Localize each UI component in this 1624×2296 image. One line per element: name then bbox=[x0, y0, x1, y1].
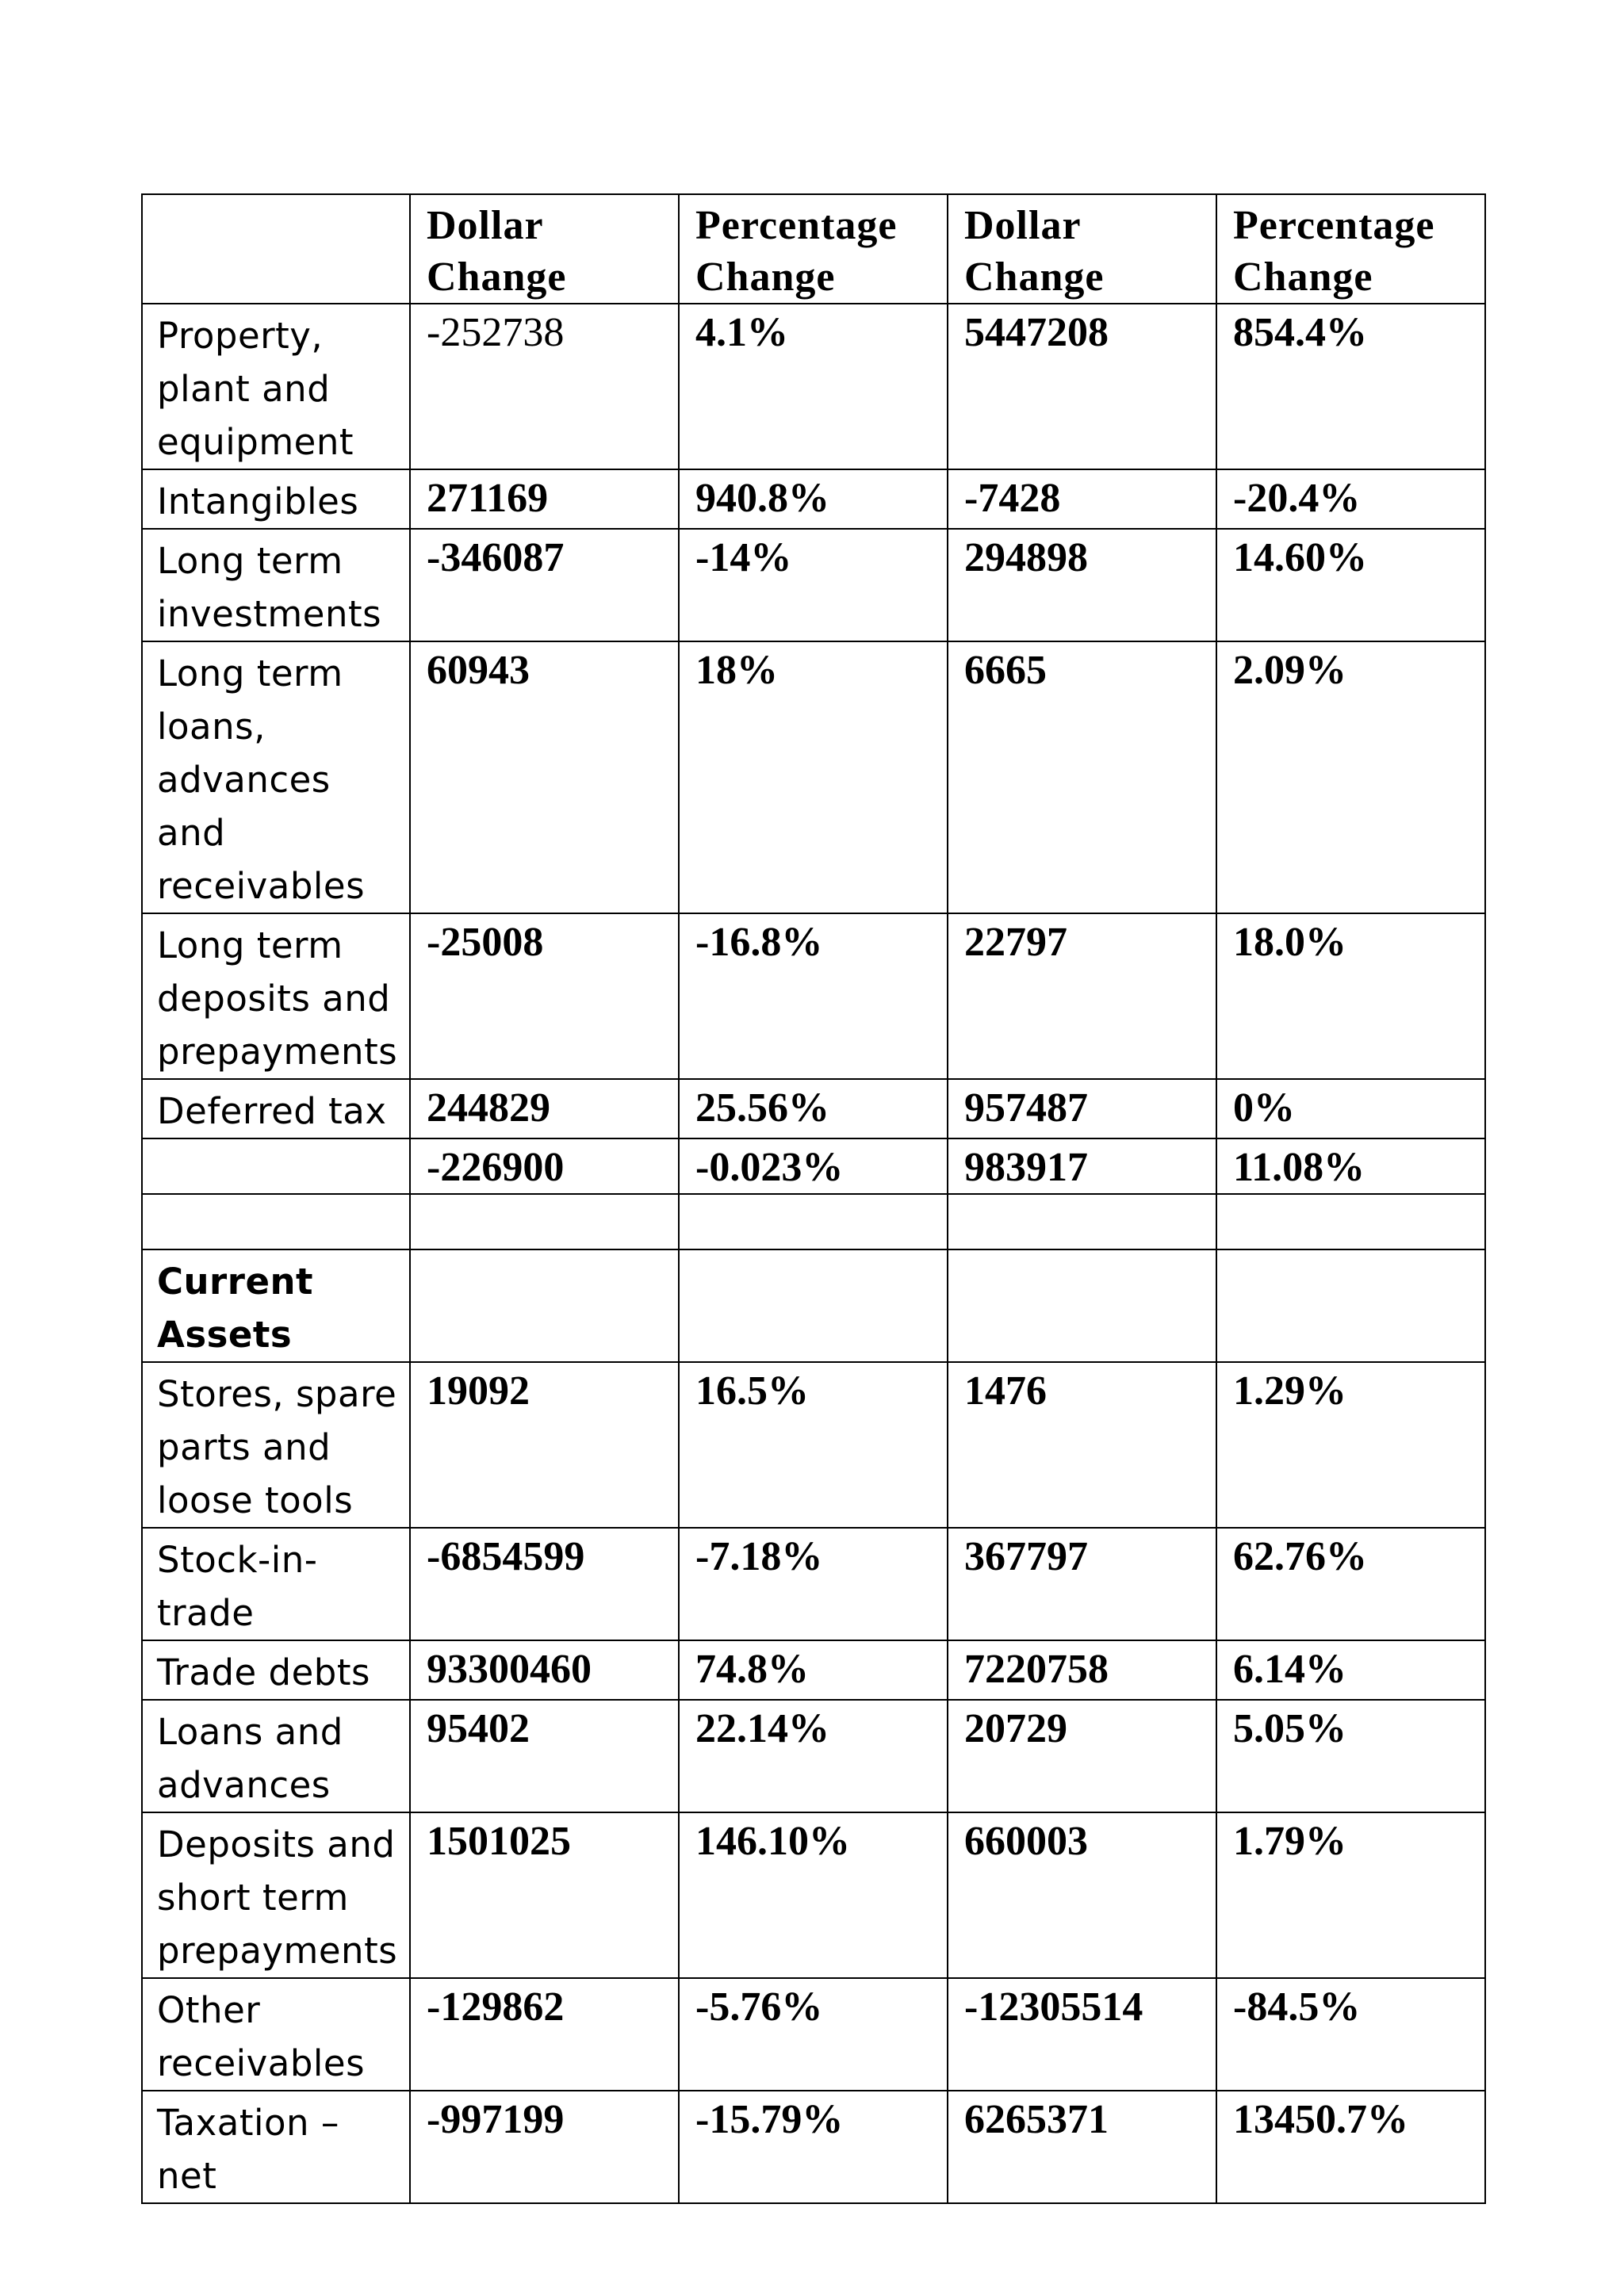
dollar-change-cell: 367797 bbox=[948, 1528, 1216, 1640]
percentage-change-cell: 2.09% bbox=[1216, 641, 1485, 913]
section-heading-row bbox=[142, 1249, 1485, 1362]
dollar-change-cell: 60943 bbox=[410, 641, 679, 913]
dollar-change-cell bbox=[410, 1249, 679, 1362]
row-label: Loans and advances bbox=[142, 1700, 410, 1812]
dollar-change-cell: -129862 bbox=[410, 1978, 679, 2091]
row-label: Deposits and short term prepayments bbox=[142, 1812, 410, 1978]
row-label bbox=[142, 1138, 410, 1194]
row-label: Stock-in-trade bbox=[142, 1528, 410, 1640]
table-row bbox=[142, 1812, 1485, 1978]
subtotal-row bbox=[142, 1138, 1485, 1194]
table-row bbox=[142, 469, 1485, 529]
percentage-change-cell: 18% bbox=[679, 641, 948, 913]
percentage-change-cell: 13450.7% bbox=[1216, 2091, 1485, 2203]
percentage-change-cell: 14.60% bbox=[1216, 529, 1485, 641]
table-row bbox=[142, 304, 1485, 469]
header-dollar-change-2: Dollar Change bbox=[948, 194, 1216, 304]
dollar-change-cell: -346087 bbox=[410, 529, 679, 641]
percentage-change-cell: -16.8% bbox=[679, 913, 948, 1079]
percentage-change-cell bbox=[1216, 1194, 1485, 1249]
dollar-change-cell: 6265371 bbox=[948, 2091, 1216, 2203]
percentage-change-cell: -0.023% bbox=[679, 1138, 948, 1194]
dollar-change-cell: 22797 bbox=[948, 913, 1216, 1079]
header-percentage-change-2: Percentage Change bbox=[1216, 194, 1485, 304]
dollar-change-cell bbox=[410, 1194, 679, 1249]
dollar-change-cell: 271169 bbox=[410, 469, 679, 529]
percentage-change-cell bbox=[679, 1194, 948, 1249]
dollar-change-cell: 6665 bbox=[948, 641, 1216, 913]
percentage-change-cell: 0% bbox=[1216, 1079, 1485, 1138]
dollar-change-cell: 95402 bbox=[410, 1700, 679, 1812]
percentage-change-cell: -5.76% bbox=[679, 1978, 948, 2091]
dollar-change-cell: 660003 bbox=[948, 1812, 1216, 1978]
row-label: Property, plant and equipment bbox=[142, 304, 410, 469]
row-label: Deferred tax bbox=[142, 1079, 410, 1138]
percentage-change-cell: -14% bbox=[679, 529, 948, 641]
table-row bbox=[142, 2091, 1485, 2203]
percentage-change-cell: 74.8% bbox=[679, 1640, 948, 1700]
dollar-change-cell: -252738 bbox=[410, 304, 679, 469]
dollar-change-cell: 5447208 bbox=[948, 304, 1216, 469]
dollar-change-cell: -12305514 bbox=[948, 1978, 1216, 2091]
percentage-change-cell: 22.14% bbox=[679, 1700, 948, 1812]
percentage-change-cell: 940.8% bbox=[679, 469, 948, 529]
dollar-change-cell: 7220758 bbox=[948, 1640, 1216, 1700]
row-label bbox=[142, 1194, 410, 1249]
table-row bbox=[142, 641, 1485, 913]
row-label: Long term deposits and prepayments bbox=[142, 913, 410, 1079]
percentage-change-cell: -7.18% bbox=[679, 1528, 948, 1640]
percentage-change-cell: 16.5% bbox=[679, 1362, 948, 1528]
row-label: Taxation – net bbox=[142, 2091, 410, 2203]
percentage-change-cell: 1.29% bbox=[1216, 1362, 1485, 1528]
dollar-change-cell bbox=[948, 1194, 1216, 1249]
row-label: Trade debts bbox=[142, 1640, 410, 1700]
percentage-change-cell: 62.76% bbox=[1216, 1528, 1485, 1640]
dollar-change-cell: 20729 bbox=[948, 1700, 1216, 1812]
dollar-change-cell: 1501025 bbox=[410, 1812, 679, 1978]
header-percentage-change-1: Percentage Change bbox=[679, 194, 948, 304]
row-label: Other receivables bbox=[142, 1978, 410, 2091]
percentage-change-cell: 25.56% bbox=[679, 1079, 948, 1138]
percentage-change-cell: 4.1% bbox=[679, 304, 948, 469]
section-heading-current-assets: Current Assets bbox=[142, 1249, 410, 1362]
row-label: Long term investments bbox=[142, 529, 410, 641]
percentage-change-cell: 5.05% bbox=[1216, 1700, 1485, 1812]
percentage-change-cell: 1.79% bbox=[1216, 1812, 1485, 1978]
percentage-change-cell: -20.4% bbox=[1216, 469, 1485, 529]
percentage-change-cell bbox=[679, 1249, 948, 1362]
row-label: Stores, spare parts and loose tools bbox=[142, 1362, 410, 1528]
table-row bbox=[142, 1700, 1485, 1812]
dollar-change-cell: -25008 bbox=[410, 913, 679, 1079]
percentage-change-cell bbox=[1216, 1249, 1485, 1362]
percentage-change-cell: 146.10% bbox=[679, 1812, 948, 1978]
dollar-change-cell: 244829 bbox=[410, 1079, 679, 1138]
dollar-change-cell: -997199 bbox=[410, 2091, 679, 2203]
table-row bbox=[142, 1640, 1485, 1700]
table-row bbox=[142, 913, 1485, 1079]
percentage-change-cell: 854.4% bbox=[1216, 304, 1485, 469]
percentage-change-cell: 6.14% bbox=[1216, 1640, 1485, 1700]
dollar-change-cell: 1476 bbox=[948, 1362, 1216, 1528]
table-header-row bbox=[142, 194, 1485, 304]
row-label: Long term loans, advances and receivables bbox=[142, 641, 410, 913]
dollar-change-cell bbox=[948, 1249, 1216, 1362]
table-row bbox=[142, 1978, 1485, 2091]
dollar-change-cell: -7428 bbox=[948, 469, 1216, 529]
empty-row bbox=[142, 1194, 1485, 1249]
table-row bbox=[142, 1079, 1485, 1138]
asset-changes-table bbox=[141, 193, 1486, 2204]
dollar-change-cell: 19092 bbox=[410, 1362, 679, 1528]
dollar-change-cell: 957487 bbox=[948, 1079, 1216, 1138]
dollar-change-cell: 294898 bbox=[948, 529, 1216, 641]
percentage-change-cell: -84.5% bbox=[1216, 1978, 1485, 2091]
header-dollar-change-1: Dollar Change bbox=[410, 194, 679, 304]
table-row bbox=[142, 1528, 1485, 1640]
dollar-change-cell: 983917 bbox=[948, 1138, 1216, 1194]
dollar-change-cell: -226900 bbox=[410, 1138, 679, 1194]
dollar-change-cell: -6854599 bbox=[410, 1528, 679, 1640]
percentage-change-cell: 18.0% bbox=[1216, 913, 1485, 1079]
percentage-change-cell: 11.08% bbox=[1216, 1138, 1485, 1194]
dollar-change-cell: 93300460 bbox=[410, 1640, 679, 1700]
row-label: Intangibles bbox=[142, 469, 410, 529]
table-row bbox=[142, 1362, 1485, 1528]
header-cell-empty bbox=[142, 194, 410, 304]
percentage-change-cell: -15.79% bbox=[679, 2091, 948, 2203]
table-row bbox=[142, 529, 1485, 641]
